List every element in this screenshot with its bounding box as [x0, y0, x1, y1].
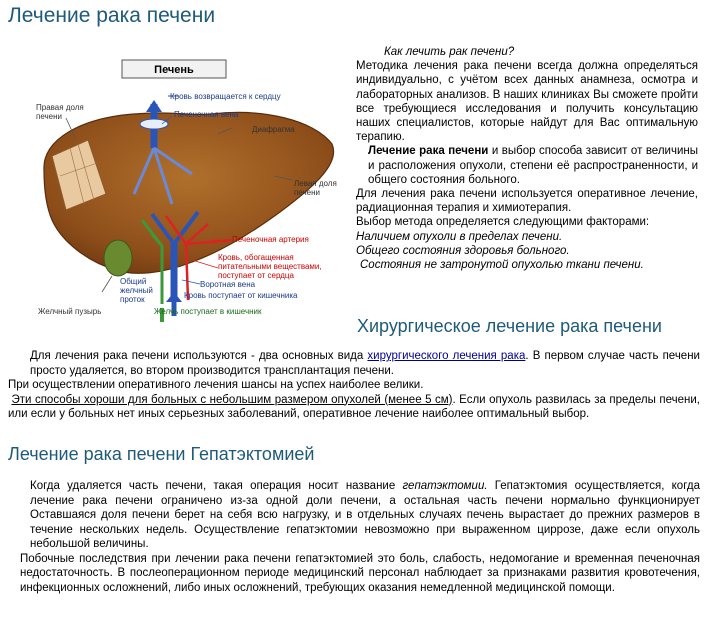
- label-right-lobe: Правая доля: [36, 103, 84, 112]
- hepatectomy-section: [8, 479, 700, 595]
- text: . Если опухоль развилась за пределы печени, или если у больных нет иных серьезных заболеваний, оперативное лечение наиболее оптимальный выбор.: [8, 393, 700, 420]
- label-hepatic-artery: Печеночная артерия: [232, 235, 309, 244]
- paragraph-method: Методика лечения рака печени всегда должна определяться индивидуально, с учётом всех данных анамнеза, осмотра и лабораторных анализов. В наших клиниках Вы сможете пройти все требующиеся исследования и получить консультацию наших специалистов, которые найдут для Вас оптимальную терапию.: [356, 60, 698, 144]
- label-nutrient-blood-3: поступает от сердца: [218, 271, 294, 280]
- label-portal-vein: Воротная вена: [200, 280, 256, 289]
- heading-hepatectomy: Лечение рака печени Гепатэктомией: [8, 444, 315, 464]
- text: Когда удаляется часть печени, такая операция носит название: [30, 480, 403, 492]
- surgical-treatment-link[interactable]: хирургического лечения рака: [367, 350, 526, 362]
- label-left-lobe-2: печени: [294, 188, 321, 197]
- label-nutrient-blood-2: питательными веществами,: [218, 262, 322, 271]
- surgical-section: [8, 349, 700, 422]
- paragraph-hepatectomy: [8, 479, 700, 552]
- text: . В первом случае часть печени просто удаляется, во втором производится трансплантация печени.: [30, 350, 700, 377]
- bold-term: Лечение рака печени: [368, 145, 489, 158]
- page-title: Лечение рака печени: [8, 4, 216, 27]
- paragraph-chances: При осуществлении оперативного лечения шансы на успех наиболее велики.: [8, 379, 424, 391]
- label-left-lobe: Левая доля: [294, 179, 337, 188]
- label-gallbladder: Желчный пузырь: [38, 307, 102, 316]
- paragraph-factors: Выбор метода определяется следующими факторами:: [356, 216, 650, 229]
- label-hepatic-vein: Печеночная вена: [174, 110, 239, 119]
- label-nutrient-blood: Кровь, обогащенная: [218, 253, 294, 262]
- paragraph-surgery-types: [8, 349, 700, 378]
- label-diaphragm: Диафрагма: [252, 125, 295, 134]
- paragraph-side-effects: Побочные последствия при лечении рака печени гепатэктомией это боль, слабость, недомогание и временная печеночная недостаточность. В послеоперационном периоде медицинский персонал наблюдает за признаками развития кровотечения, инфекционных осложнений, либо иных осложнений, требующих оказания немедленной медицинской помощи.: [20, 552, 700, 594]
- treatment-intro: [356, 45, 698, 272]
- diagram-title: Печень: [154, 64, 194, 76]
- liver-diagram: [22, 44, 352, 322]
- paragraph-methods: Для лечения рака печени используется оперативное лечение, радиационная терапия и химиотерапия.: [356, 188, 698, 215]
- factor-item: Общего состояния здоровья больного.: [356, 244, 570, 257]
- label-bile-duct: Общий: [120, 277, 147, 286]
- factor-item: Наличием опухоли в пределах печени.: [356, 230, 563, 243]
- italic-term: гепатэктомии.: [402, 480, 488, 492]
- label-bile-duct-3: проток: [120, 295, 145, 304]
- paragraph-tumor-size: [8, 393, 700, 422]
- label-bile-duct-2: желчный: [120, 286, 153, 295]
- underlined-text: Эти способы хороши для больных с небольшим размером опухолей (менее 5 см): [11, 393, 453, 406]
- heading-surgical: Хирургическое лечение рака печени: [357, 316, 662, 336]
- label-blood-from-intestine: Кровь поступает от кишечника: [184, 291, 298, 300]
- paragraph-choice-text: и выбор способа зависит от величины и расположения опухоли, степени её распространенности, и общего состояния больного.: [368, 145, 698, 186]
- label-bile-to-intestine: Желчь поступает в кишечник: [154, 307, 262, 316]
- label-right-lobe-2: печени: [36, 112, 63, 121]
- gallbladder: [104, 240, 132, 276]
- text: Гепатэктомия осуществляется, когда лечение рака печени ограничено из-за одной доли печени, а остальная часть печени нормально функционирует Оставшаяся доля печени берет на себя всю нагрузку, и в отдельных случаях печень вырастает до прежних размеров в течение нескольких недель. Осуществление гепатэктомии невозможно при выраженном циррозе, даже если опухоль небольшой величины.: [30, 480, 700, 550]
- question-heading: Как лечить рак печени?: [384, 46, 515, 58]
- text: Для лечения рака печени используются - два основных вида: [30, 350, 368, 362]
- paragraph-choice: [356, 144, 698, 187]
- label-blood-to-heart: Кровь возвращается к сердцу: [170, 92, 281, 101]
- factor-item: Состояния не затронутой опухолью ткани печени.: [360, 259, 644, 272]
